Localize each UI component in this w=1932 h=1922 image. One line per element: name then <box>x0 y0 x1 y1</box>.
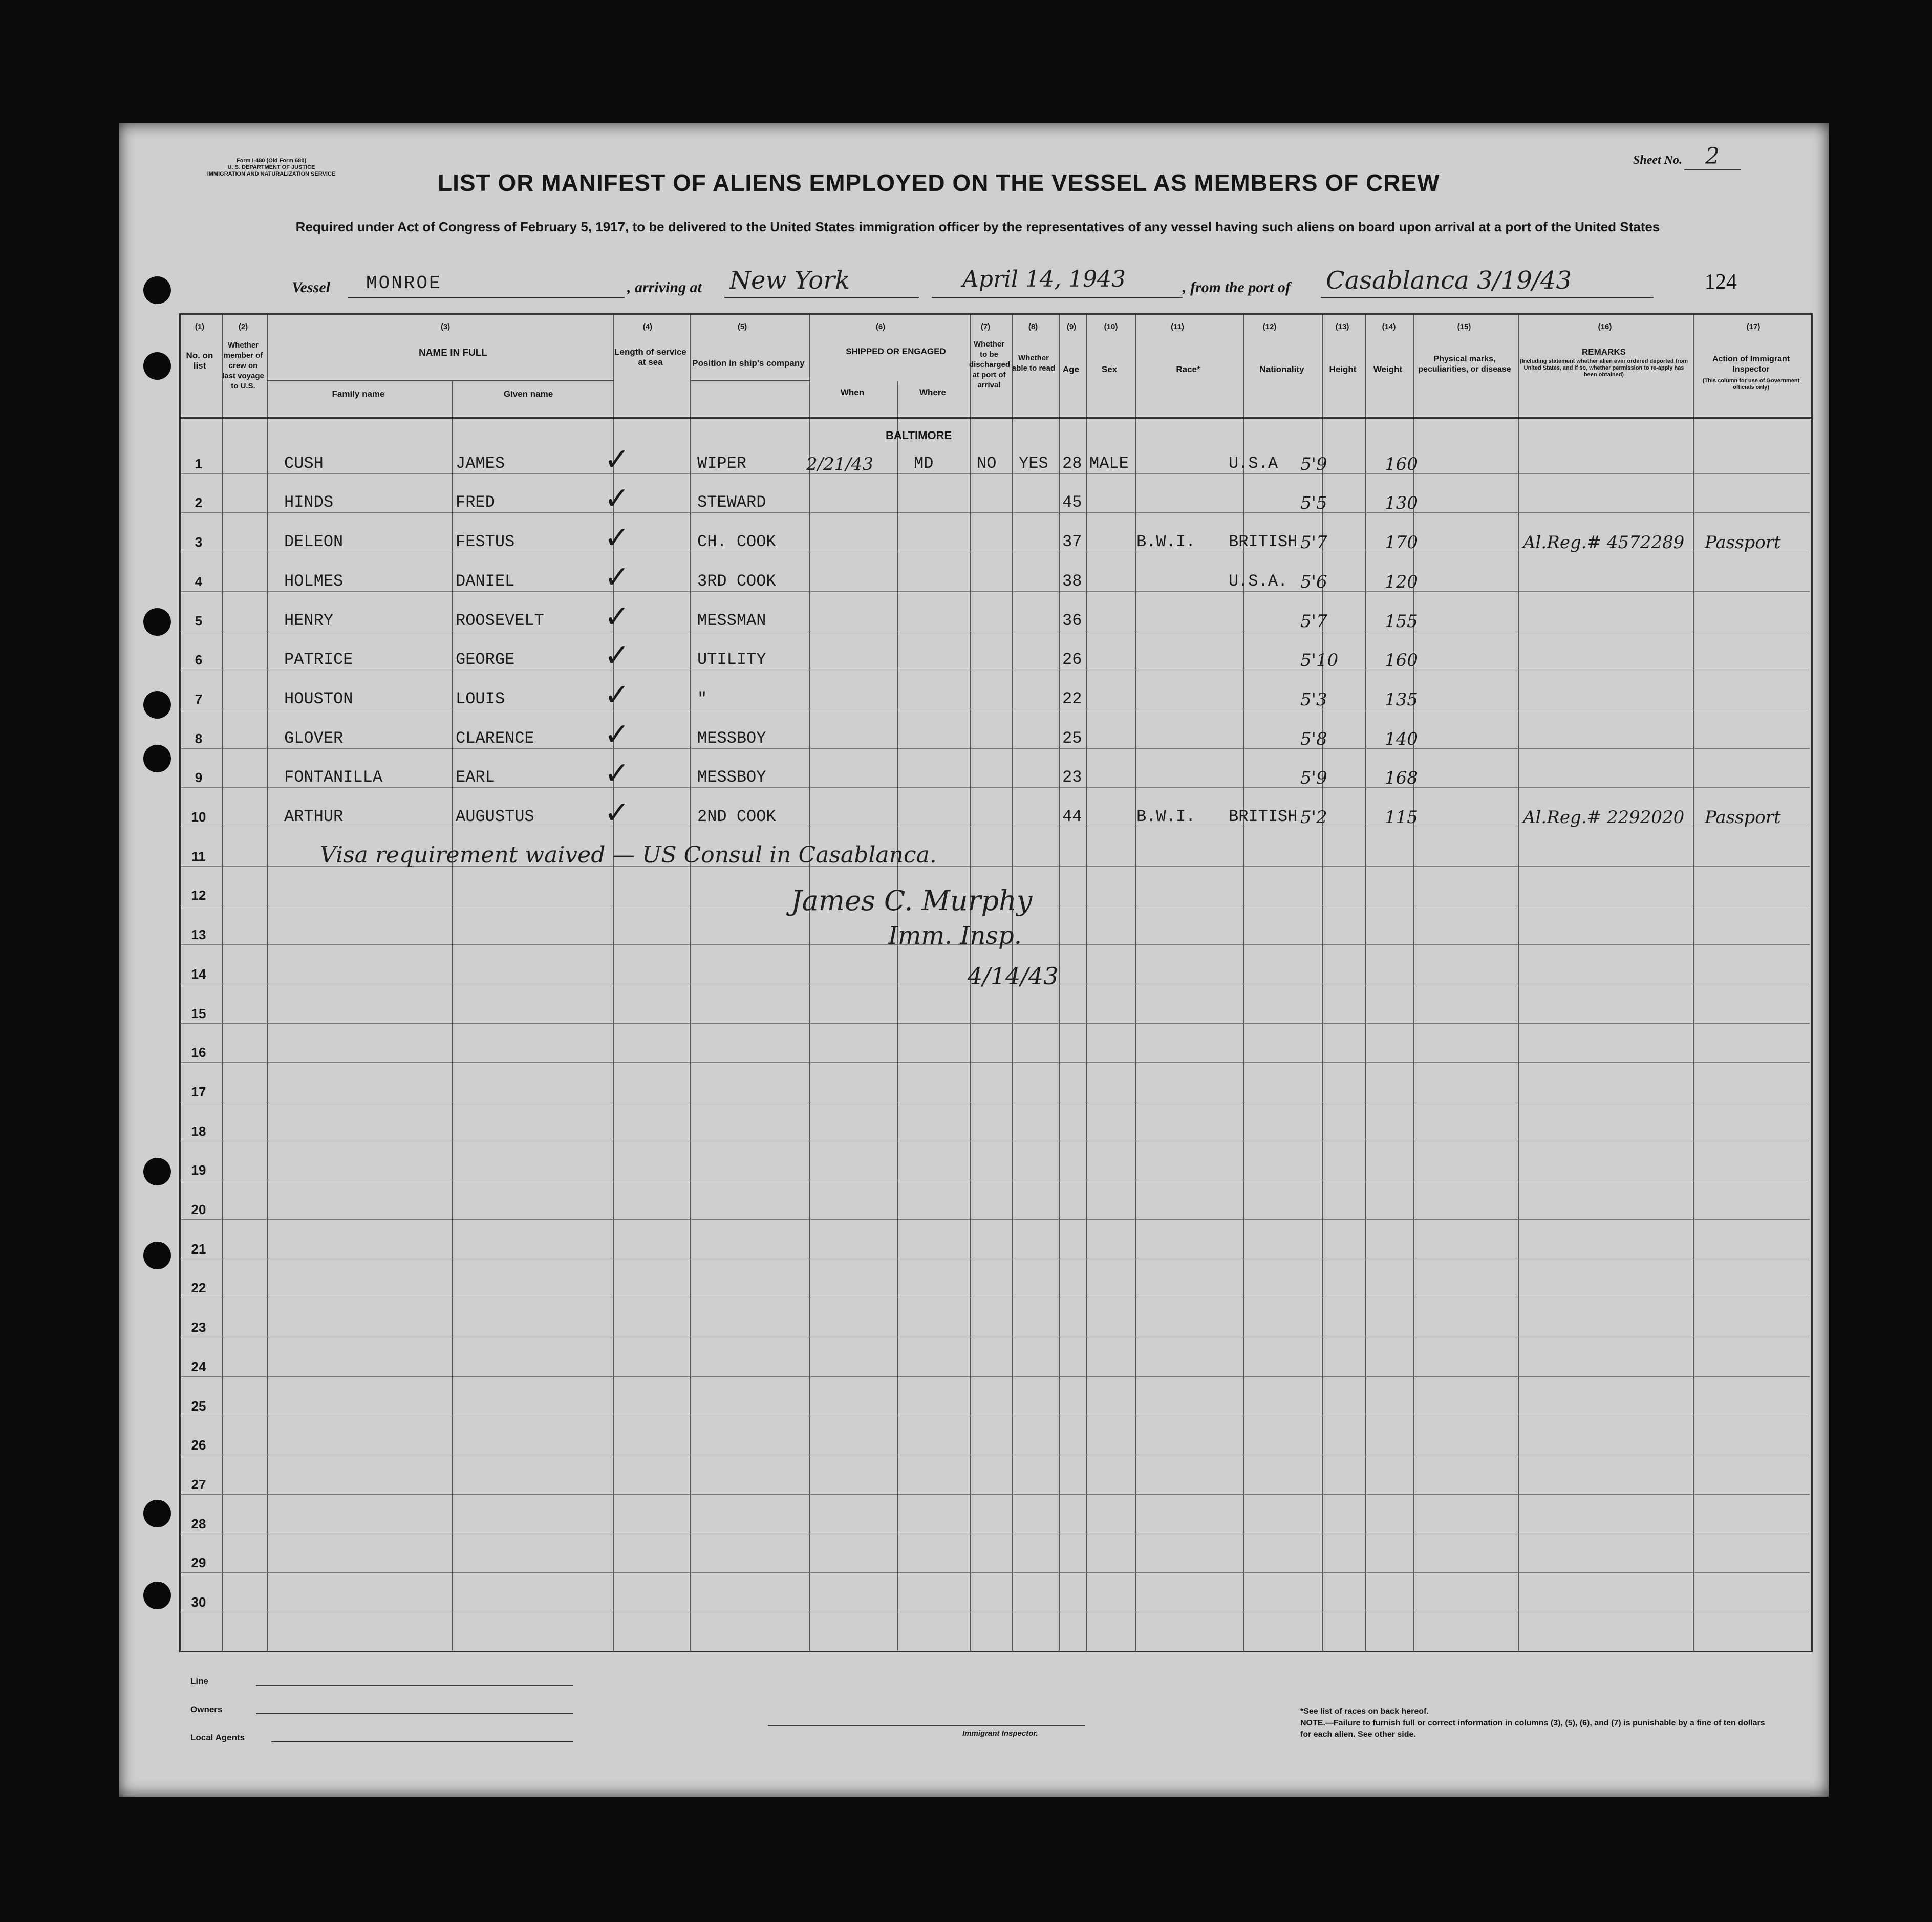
arriving-value: New York <box>729 266 850 295</box>
arrival-date: April 14, 1943 <box>962 266 1126 292</box>
service: IMMIGRATION AND NATURALIZATION SERVICE <box>207 171 336 177</box>
sheet-label: Sheet No. <box>1633 154 1682 167</box>
row-number: 29 <box>191 1555 206 1571</box>
nationality: U.S.A <box>1229 453 1278 473</box>
height: 5'7 <box>1300 532 1327 553</box>
col-header-sex: Sex <box>1101 364 1118 374</box>
punch-hole <box>143 1242 171 1269</box>
height: 5'9 <box>1300 453 1327 474</box>
height: 5'8 <box>1300 728 1327 749</box>
punch-hole <box>143 352 171 380</box>
height: 5'3 <box>1300 689 1327 710</box>
weight: 130 <box>1385 493 1418 514</box>
row-rule <box>180 787 1810 788</box>
row-rule <box>180 473 1810 474</box>
weight: 168 <box>1385 768 1418 789</box>
family-name: HINDS <box>284 493 334 512</box>
col-num: (4) <box>642 322 653 331</box>
subheader-where: Where <box>919 387 946 397</box>
race-note: *See list of races on back hereof. <box>1300 1707 1429 1716</box>
from-port-value: Casablanca 3/19/43 <box>1326 266 1572 295</box>
weight: 170 <box>1385 532 1418 553</box>
col-num: (3) <box>440 322 450 331</box>
height: 5'6 <box>1300 571 1327 592</box>
punch-hole <box>143 1500 171 1527</box>
family-name: GLOVER <box>284 728 344 748</box>
row-number: 25 <box>191 1398 206 1414</box>
row-number: 15 <box>191 1005 206 1021</box>
remarks: Al.Reg.# 2292020 <box>1523 807 1685 828</box>
remarks-note: (Including statement whether alien ever ordered deported from United States, and if so, whether permission to re-apply has been obtained) <box>1519 358 1688 378</box>
row-number: 27 <box>191 1476 206 1492</box>
height: 5'7 <box>1300 611 1327 632</box>
col-header-nationality: Nationality <box>1259 364 1304 374</box>
inspector-action: Passport <box>1705 807 1781 828</box>
punch-hole <box>143 608 171 636</box>
row-number: 23 <box>191 1320 206 1335</box>
given-name: CLARENCE <box>456 728 534 748</box>
family-name: ARTHUR <box>284 807 344 826</box>
col-num: (5) <box>737 322 747 331</box>
weight: 120 <box>1385 571 1418 592</box>
position: " <box>697 689 707 708</box>
action-note: (This column for use of Government officials only) <box>1702 378 1800 391</box>
given-name: JAMES <box>456 453 505 473</box>
punch-hole <box>143 1158 171 1185</box>
row-number: 14 <box>191 966 206 982</box>
inspector-date: 4/14/43 <box>968 962 1059 990</box>
col-num: (16) <box>1598 322 1612 331</box>
row-number: 5 <box>195 613 203 629</box>
form-id: Form I-480 (Old Form 680) <box>236 158 307 164</box>
given-name: GEORGE <box>456 650 515 670</box>
family-name: CUSH <box>284 453 324 473</box>
height: 5'9 <box>1300 768 1327 789</box>
family-name: HENRY <box>284 611 334 630</box>
inspector-title: Imm. Insp. <box>888 921 1022 950</box>
position: WIPER <box>697 453 747 473</box>
given-name: DANIEL <box>456 571 515 591</box>
shipped-when: 2/21/43 <box>806 453 874 474</box>
able-to-read: YES <box>1019 453 1048 473</box>
inspector-label: Immigrant Inspector. <box>962 1729 1038 1738</box>
row-number: 7 <box>195 691 203 707</box>
col-header-weight: Weight <box>1373 364 1403 374</box>
sheet-value: 2 <box>1684 143 1741 170</box>
page-subtitle: Required under Act of Congress of February 5, 1917, to be delivered to the United States immigration officer by the representatives of any vessel having such aliens on board upon arrival at a port of the United States <box>295 219 1660 234</box>
row-rule <box>180 1023 1810 1024</box>
col-num: (2) <box>238 322 248 331</box>
line-label: Line <box>190 1676 208 1686</box>
given-name: LOUIS <box>456 689 505 708</box>
sheet-number <box>1633 143 1741 170</box>
col-num: (13) <box>1335 322 1349 331</box>
col-header-physical-marks: Physical marks, peculiarities, or disease <box>1418 355 1511 374</box>
service-check-mark: ✓ <box>604 559 630 595</box>
age: 23 <box>1062 768 1082 787</box>
race: B.W.I. <box>1136 807 1196 826</box>
col-header-remarks: REMARKS <box>1582 347 1626 357</box>
service-check-mark: ✓ <box>604 481 630 517</box>
age: 36 <box>1062 611 1082 630</box>
punch-hole <box>143 1582 171 1609</box>
family-name: PATRICE <box>284 650 353 670</box>
row-number: 20 <box>191 1202 206 1217</box>
row-number: 1 <box>195 456 203 471</box>
weight: 160 <box>1385 650 1418 671</box>
punch-hole <box>143 745 171 772</box>
col-header-name: NAME IN FULL <box>418 348 488 358</box>
arriving-label: , arriving at <box>627 279 702 296</box>
col-num: (8) <box>1028 322 1038 331</box>
position: CH. COOK <box>697 532 776 552</box>
row-rule <box>180 1494 1810 1495</box>
col-header-shipped: SHIPPED OR ENGAGED <box>846 347 946 356</box>
row-number: 22 <box>191 1280 206 1296</box>
subheader-given-name: Given name <box>503 389 553 399</box>
row-number: 11 <box>191 848 206 864</box>
punch-hole <box>143 691 171 719</box>
agents-label: Local Agents <box>190 1733 245 1742</box>
row-rule <box>180 1062 1810 1063</box>
penalty-note: NOTE.—Failure to furnish full or correct information in columns (3), (5), (6), and (7) is punishable by a fine of ten dollars for each alien. See other side. <box>1300 1719 1765 1739</box>
weight: 115 <box>1385 807 1418 828</box>
position: MESSBOY <box>697 768 766 787</box>
row-number: 9 <box>195 770 203 786</box>
col-header-position: Position in ship's company <box>692 358 805 368</box>
baltimore-note: BALTIMORE <box>886 429 952 442</box>
col-num: (9) <box>1066 322 1077 331</box>
col-num: (7) <box>980 322 991 331</box>
row-number: 6 <box>195 652 203 668</box>
service-check-mark: ✓ <box>604 520 630 556</box>
col-num: (15) <box>1457 322 1471 331</box>
col-num: (11) <box>1171 322 1184 331</box>
col-num: (17) <box>1746 322 1761 331</box>
row-number: 24 <box>191 1358 206 1374</box>
row-number: 18 <box>191 1123 206 1139</box>
weight: 155 <box>1385 611 1418 632</box>
col-header-no: No. on list <box>186 351 213 371</box>
row-number: 3 <box>195 534 203 550</box>
age: 37 <box>1062 532 1082 552</box>
row-rule <box>180 1219 1810 1220</box>
service-check-mark: ✓ <box>604 755 630 792</box>
family-name: FONTANILLA <box>284 768 383 787</box>
row-number: 10 <box>191 809 206 825</box>
row-rule <box>180 1572 1810 1573</box>
weight: 140 <box>1385 728 1418 749</box>
row-number: 16 <box>191 1045 206 1061</box>
position: 2ND COOK <box>697 807 776 826</box>
discharged: NO <box>977 453 997 473</box>
position: MESSBOY <box>697 728 766 748</box>
inspector-action: Passport <box>1705 532 1781 553</box>
given-name: AUGUSTUS <box>456 807 534 826</box>
col-header-discharged: Whether to be discharged at port of arrival <box>969 340 1011 390</box>
col-header-race: Race* <box>1176 364 1200 374</box>
sex: MALE <box>1089 453 1129 473</box>
row-number: 8 <box>195 730 203 746</box>
row-number: 30 <box>191 1594 206 1610</box>
age: 38 <box>1062 571 1082 591</box>
subheader-when: When <box>840 387 865 397</box>
col-num: (6) <box>875 322 886 331</box>
given-name: EARL <box>456 768 495 787</box>
department: U. S. DEPARTMENT OF JUSTICE <box>227 164 315 170</box>
owners-label: Owners <box>190 1704 223 1714</box>
row-rule <box>180 512 1810 513</box>
height: 5'2 <box>1300 807 1327 828</box>
position: UTILITY <box>697 650 766 670</box>
age: 25 <box>1062 728 1082 748</box>
form-header <box>169 158 374 178</box>
inspector-signature: James C. Murphy <box>791 884 1033 917</box>
row-rule <box>180 1376 1810 1377</box>
given-name: ROOSEVELT <box>456 611 544 630</box>
row-number: 12 <box>191 888 206 903</box>
from-label: , from the port of <box>1183 279 1291 296</box>
row-number: 26 <box>191 1437 206 1453</box>
family-name: DELEON <box>284 532 344 552</box>
age: 28 <box>1062 453 1082 473</box>
nationality: BRITISH <box>1229 532 1298 552</box>
col-num: (10) <box>1104 322 1118 331</box>
height: 5'5 <box>1300 493 1327 514</box>
page-title: LIST OR MANIFEST OF ALIENS EMPLOYED ON THE VESSEL AS MEMBERS OF CREW <box>438 169 1440 196</box>
age: 44 <box>1062 807 1082 826</box>
position: MESSMAN <box>697 611 766 630</box>
col-num: (14) <box>1382 322 1396 331</box>
row-number: 19 <box>191 1162 206 1178</box>
age: 26 <box>1062 650 1082 670</box>
row-number: 13 <box>191 927 206 943</box>
remarks: Al.Reg.# 4572289 <box>1523 532 1685 553</box>
position: STEWARD <box>697 493 766 512</box>
service-check-mark: ✓ <box>604 677 630 713</box>
row-number: 28 <box>191 1516 206 1531</box>
service-check-mark: ✓ <box>604 795 630 831</box>
row-number: 4 <box>195 573 203 589</box>
family-name: HOLMES <box>284 571 344 591</box>
given-name: FRED <box>456 493 495 512</box>
family-name: HOUSTON <box>284 689 353 708</box>
height: 5'10 <box>1300 650 1339 671</box>
nationality: BRITISH <box>1229 807 1298 826</box>
nationality: U.S.A. <box>1229 571 1288 591</box>
vessel-value: MONROE <box>366 273 442 294</box>
page-number: 124 <box>1705 270 1737 294</box>
col-header-length-of-service: Length of service at sea <box>614 347 686 367</box>
position: 3RD COOK <box>697 571 776 591</box>
punch-hole <box>143 276 171 304</box>
visa-note: Visa requirement waived — US Consul in Casablanca. <box>320 842 937 868</box>
age: 22 <box>1062 689 1082 708</box>
service-check-mark: ✓ <box>604 598 630 635</box>
col-num: (12) <box>1262 322 1277 331</box>
col-header-last-voyage: Whether member of crew on last voyage to U.S. <box>222 341 264 391</box>
age: 45 <box>1062 493 1082 512</box>
service-check-mark: ✓ <box>604 716 630 752</box>
row-rule <box>180 748 1810 749</box>
vessel-label: Vessel <box>292 279 330 296</box>
row-number: 2 <box>195 495 203 511</box>
row-rule <box>180 591 1810 592</box>
weight: 160 <box>1385 453 1418 474</box>
service-check-mark: ✓ <box>604 638 630 674</box>
col-header-read: Whether able to read <box>1012 354 1056 373</box>
col-header-age: Age <box>1062 364 1080 374</box>
race: B.W.I. <box>1136 532 1196 552</box>
service-check-mark: ✓ <box>604 441 630 478</box>
col-header-height: Height <box>1329 364 1357 374</box>
col-num: (1) <box>195 322 205 331</box>
subheader-family-name: Family name <box>332 389 385 399</box>
row-number: 17 <box>191 1084 206 1099</box>
row-number: 21 <box>191 1241 206 1257</box>
weight: 135 <box>1385 689 1418 710</box>
shipped-where: MD <box>914 453 934 473</box>
col-header-action: Action of Immigrant Inspector <box>1712 355 1790 374</box>
given-name: FESTUS <box>456 532 515 552</box>
